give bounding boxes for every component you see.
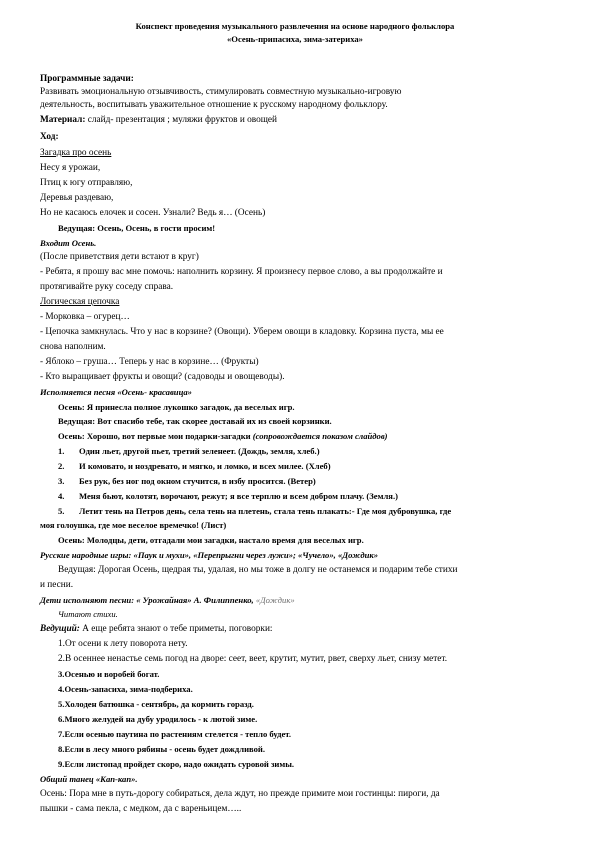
document-title-line-1: Конспект проведения музыкального развлечения на основе народного фольклора bbox=[135, 21, 455, 31]
tasks-text-line-2: деятельность, воспитывать уважительное отношение к русскому народному фольклору. bbox=[40, 100, 388, 110]
riddle-item-3 bbox=[58, 475, 316, 487]
chain-line-3: снова наполним. bbox=[40, 342, 106, 352]
folk-games-label: Русские народные игры: bbox=[40, 550, 132, 560]
general-dance-line: Общий танец «Кап-кап». bbox=[40, 774, 138, 784]
riddle-text: И комовато, и ноздревато, и мягко, и ломко, и всех милее. (Хлеб) bbox=[79, 461, 331, 471]
chain-heading: Логическая цепочка bbox=[40, 297, 120, 307]
children-songs-text: Дети исполняют песни: « Урожайная» А. Филиппенко, bbox=[40, 595, 256, 605]
riddle-text: Без рук, без ног под окном стучится, в избу просится. (Ветер) bbox=[79, 476, 316, 486]
riddles-intro-line bbox=[58, 430, 388, 442]
chain-line-4: - Яблоко – груша… Теперь у нас в корзине… (Фрукты) bbox=[40, 357, 259, 367]
children-songs-line bbox=[40, 594, 295, 606]
riddle-item-5 bbox=[58, 505, 451, 517]
autumn-enters-line: Входит Осень. bbox=[40, 238, 97, 248]
greeting-note-line: (После приветствия дети встают в круг) bbox=[40, 252, 199, 262]
farewell-line-2: пышки - сама пекла, с медком, да с вареньицем….. bbox=[40, 804, 242, 814]
slides-note: (сопровождается показом слайдов) bbox=[252, 431, 388, 441]
chain-line-5: - Кто выращивает фрукты и овощи? (садоводы и овощеводы). bbox=[40, 372, 285, 382]
rain-song-title: «Дождик» bbox=[255, 595, 295, 605]
riddle-item-1 bbox=[58, 445, 320, 457]
riddles-intro-text: Осень: Хорошо, вот первые мои подарки-загадки bbox=[58, 431, 253, 441]
riddle-5-continuation: моя голоушка, где мое веселое времечко! (Лист) bbox=[40, 520, 227, 530]
host-invite-line: Ведущая: Осень, Осень, в гости просим! bbox=[58, 223, 216, 233]
material-line bbox=[40, 114, 277, 126]
folk-games-line bbox=[40, 549, 378, 561]
tasks-heading: Программные задачи: bbox=[40, 74, 134, 84]
proverb-item-9: 9.Если листопад пройдет скоро, надо ожидать суровой зимы. bbox=[58, 759, 295, 769]
host-gift-line-2: и песни. bbox=[40, 580, 74, 590]
riddle-text: Летит тень на Петров день, села тень на плетень, стала тень плакать:- Где моя дубровушка, где bbox=[79, 506, 452, 516]
riddle-line-4: Но не касаюсь елочек и сосен. Узнали? Ведь я… (Осень) bbox=[40, 208, 266, 218]
signs-text: А еще ребята знают о тебе приметы, поговорки: bbox=[79, 624, 273, 634]
course-heading: Ход: bbox=[40, 132, 59, 142]
proverb-item-4: 4.Осень-запасиха, зима-подбериха. bbox=[58, 684, 193, 694]
document-title-line-2: «Осень-припасиха, зима-затериха» bbox=[227, 34, 363, 44]
host-thanks-basket-line: Ведущая: Вот спасибо тебе, так скорее доставай их из своей корзинки. bbox=[58, 416, 332, 426]
material-text: слайд- презентация ; муляжи фруктов и овощей bbox=[85, 115, 278, 125]
riddle-item-2 bbox=[58, 460, 331, 472]
riddle-number: 3. bbox=[58, 476, 65, 486]
proverb-item-7: 7.Если осенью паутина по растениям стелется - тепло будет. bbox=[58, 729, 292, 739]
tasks-text-line-1: Развивать эмоциональную отзывчивость, стимулировать совместную музыкально-игровую bbox=[40, 87, 402, 97]
chain-line-2: - Цепочка замкнулась. Что у нас в корзине? (Овощи). Уберем овощи в кладовку. Корзина пуста, мы ее bbox=[40, 327, 444, 337]
riddle-heading: Загадка про осень bbox=[40, 148, 112, 158]
riddle-text: Меня бьют, колотят, ворочают, режут; я все терплю и всем добром плачу. (Земля.) bbox=[79, 491, 398, 501]
proverb-item-5: 5.Холоден батюшка - сентябрь, да кормить горазд. bbox=[58, 699, 254, 709]
signs-intro-line bbox=[40, 623, 273, 635]
song-performance-line: Исполняется песня «Осень- красавица» bbox=[40, 387, 192, 397]
proverb-item-3: 3.Осенью и воробей богат. bbox=[58, 669, 160, 679]
farewell-line-1: Осень: Пора мне в путь-дорогу собираться, дела ждут, но прежде примите мои гостинцы: пироги, да bbox=[40, 789, 440, 799]
material-label: Материал: bbox=[40, 115, 86, 125]
riddle-item-4 bbox=[58, 490, 398, 502]
proverb-item-6: 6.Много желудей на дубу уродилось - к лютой зиме. bbox=[58, 714, 258, 724]
chain-line-1: - Морковка – огурец… bbox=[40, 312, 130, 322]
folk-games-list: «Паук и мухи», «Перепрыгни через лужи»; «Чучело», «Дождик» bbox=[131, 550, 379, 560]
riddle-number: 4. bbox=[58, 491, 65, 501]
riddle-number: 2. bbox=[58, 461, 65, 471]
basket-line-1: - Ребята, я прошу вас мне помочь: наполнить корзину. Я произнесу первое слово, а вы продолжайте и bbox=[40, 267, 443, 277]
proverb-item-2: 2.В осеннее ненастье семь погод на дворе: сеет, веет, крутит, мутит, рвет, сверху льет, снизу метет. bbox=[58, 654, 448, 664]
autumn-games-line: Осень: Молодцы, дети, отгадали мои загадки, настало время для веселых игр. bbox=[58, 535, 364, 545]
basket-line-2: протягивайте руку соседу справа. bbox=[40, 282, 174, 292]
host-gift-line-1: Ведущая: Дорогая Осень, щедрая ты, удалая, но мы тоже в долгу не останемся и подарим тебе стихи bbox=[58, 565, 458, 575]
poems-line: Читают стихи. bbox=[58, 609, 118, 619]
proverb-item-1: 1.От осени к лету поворота нету. bbox=[58, 639, 188, 649]
proverb-item-8: 8.Если в лесу много рябины - осень будет дождливой. bbox=[58, 744, 266, 754]
riddle-number: 5. bbox=[58, 506, 65, 516]
riddle-line-1: Несу я урожаи, bbox=[40, 163, 101, 173]
signs-label: Ведущий: bbox=[40, 624, 80, 634]
riddle-line-3: Деревья раздеваю, bbox=[40, 193, 114, 203]
riddle-line-2: Птиц к югу отправляю, bbox=[40, 178, 133, 188]
riddle-number: 1. bbox=[58, 446, 65, 456]
riddle-text: Один льет, другой пьет, третий зеленеет. (Дождь, земля, хлеб.) bbox=[79, 446, 320, 456]
autumn-basket-line: Осень: Я принесла полное лукошко загадок, да веселых игр. bbox=[58, 402, 295, 412]
